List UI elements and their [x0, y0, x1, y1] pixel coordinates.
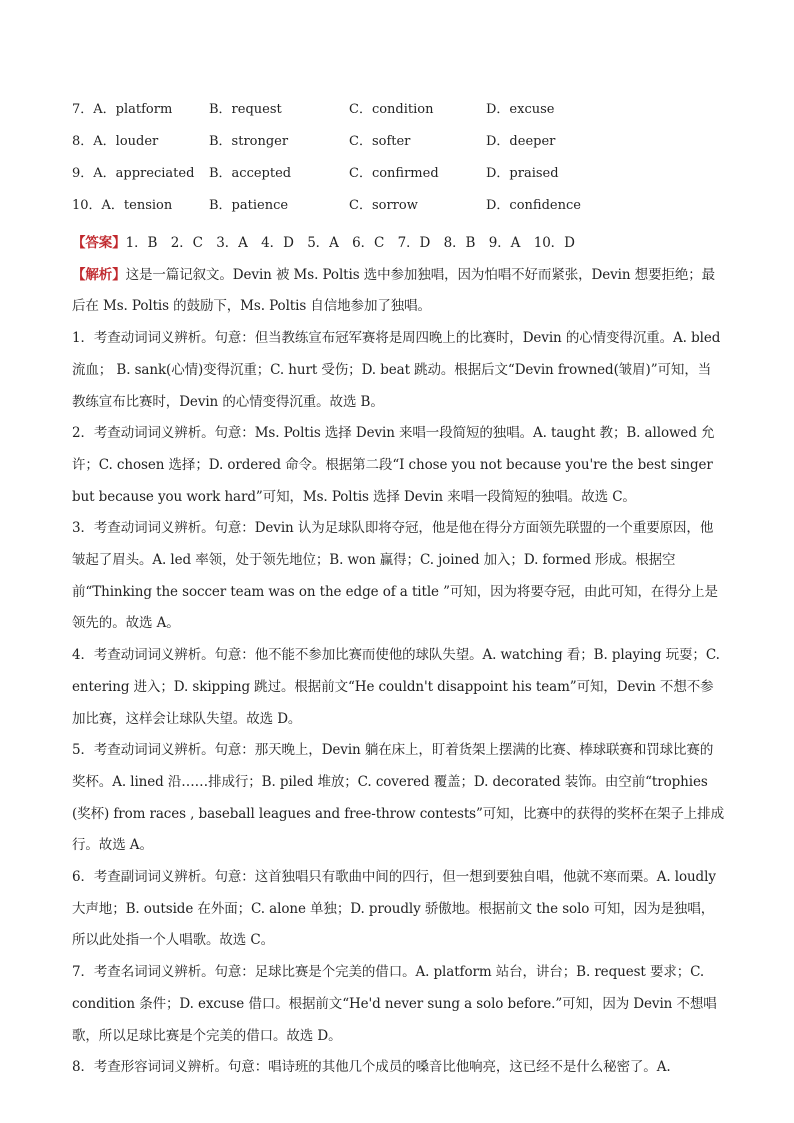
explanation-2: 2．考查动词词义辨析。句意：Ms. Poltis 选择 Devin 来唱一段简短的独唱。A. taught 教；B. allowed 允许；C. chosen 选择；D. ordered 命令。根据第二段“I chose you not because you're the best singer but because you work hard”可知，Ms. Poltis 选择 Devin 来唱一段简短的独唱。故选 C。	[72, 425, 715, 505]
option-c: C．sorrow	[349, 198, 418, 213]
option-a: 9．A．appreciated	[72, 166, 195, 181]
option-b: B．accepted	[209, 166, 292, 181]
option-row	[72, 132, 732, 164]
option-c: C．condition	[349, 102, 434, 117]
option-d: D．deeper	[486, 134, 556, 149]
explanation-7: 7．考查名词词义辨析。句意：足球比赛是个完美的借口。A. platform 站台，讲台；B. request 要求；C. condition 条件；D. excuse 借口。根据前文“He'd never sung a solo before.”可知，因为 Devin 不想唱歌，所以足球比赛是个完美的借口。故选 D。	[72, 964, 717, 1044]
answer-line	[72, 228, 724, 260]
explanation-1: 1．考查动词词义辨析。句意：但当教练宣布冠军赛将是周四晚上的比赛时，Devin 的心情变得沉重。A. bled 流血； B. sank(心情)变得沉重；C. hurt 受伤；D. beat 跳动。根据后文“Devin frowned(皱眉)”可知，当教练宣布比赛时，Devin 的心情变得沉重。故选 B。	[72, 330, 721, 410]
option-a: 8．A．louder	[72, 134, 159, 149]
option-c: C．confirmed	[349, 166, 439, 181]
analysis-intro	[72, 260, 724, 323]
answer-key: 1．B 2．C 3．A 4．D 5．A 6．C 7．D 8．B 9．A 10．D	[125, 235, 575, 251]
explanation-5: 5．考查动词词义辨析。句意：那天晚上，Devin 躺在床上，盯着货架上摆满的比赛、棒球联赛和罚球比赛的奖杯。A. lined 沿……排成行；B. piled 堆放；C. covered 覆盖；D. decorated 装饰。由空前“trophies (奖杯) from races , baseball leagues and free-throw contests”可知，比赛中的获得的奖杯在架子上排成行。故选 A。	[72, 742, 724, 854]
answer-analysis	[72, 228, 724, 1084]
explanation-4: 4．考查动词词义辨析。句意：他不能不参加比赛而使他的球队失望。A. watching 看；B. playing 玩耍；C. entering 进入；D. skipping 跳过。根据前文“He couldn't disappoint his team”可知，Devin 不想不参加比赛，这样会让球队失望。故选 D。	[72, 647, 720, 727]
option-row	[72, 164, 732, 196]
option-b: B．stronger	[209, 134, 289, 149]
answer-options	[72, 100, 732, 228]
option-d: D．praised	[486, 166, 559, 181]
option-row	[72, 100, 732, 132]
analysis-summary: 这是一篇记叙文。Devin 被 Ms. Poltis 选中参加独唱，因为怕唱不好而紧张，Devin 想要拒绝；最后在 Ms. Poltis 的鼓励下，Ms. Poltis 自信地参加了独唱。	[72, 266, 716, 315]
explanation-3: 3．考查动词词义辨析。句意：Devin 认为足球队即将夺冠，他是他在得分方面领先联盟的一个重要原因，他皱起了眉头。A. led 率领，处于领先地位；B. won 赢得；C. joined 加入；D. formed 形成。根据空前“Thinking the soccer team was on the edge of a title ”可知，因为将要夺冠，由此可知，在得分上是领先的。故选 A。	[72, 520, 718, 632]
option-d: D．confidence	[486, 198, 581, 213]
answer-label: 【答案】	[72, 235, 126, 251]
option-c: C．softer	[349, 134, 411, 149]
option-row	[72, 196, 732, 228]
option-d: D．excuse	[486, 102, 555, 117]
explanation-8: 8．考查形容词词义辨析。句意：唱诗班的其他几个成员的嗓音比他响亮，这已经不是什么秘密了。A.	[72, 1059, 671, 1076]
explanation-6: 6．考查副词词义辨析。句意：这首独唱只有歌曲中间的四行，但一想到要独自唱，他就不寒而栗。A. loudly 大声地；B. outside 在外面；C. alone 单独；D. proudly 骄傲地。根据前文 the solo 可知，因为是独唱，所以此处指一个人唱歌。故选 C。	[72, 869, 716, 949]
option-a: 10．A．tension	[72, 198, 173, 213]
analysis-label: 【解析】	[72, 266, 126, 283]
option-a: 7．A．platform	[72, 102, 173, 117]
option-b: B．request	[209, 102, 282, 117]
option-b: B．patience	[209, 198, 289, 213]
